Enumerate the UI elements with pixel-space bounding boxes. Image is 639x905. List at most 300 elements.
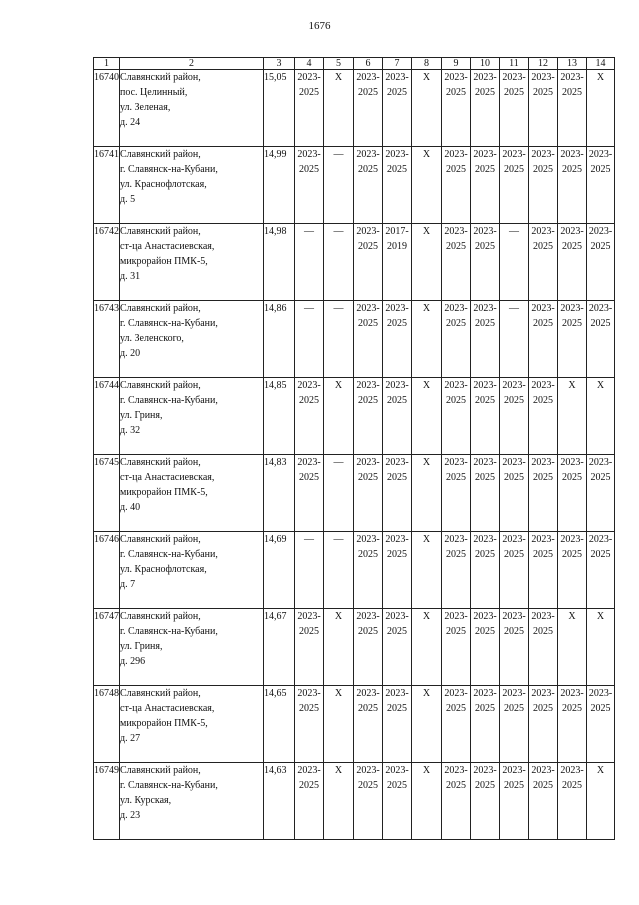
period-value: X <box>334 765 343 776</box>
period-value: 2025 <box>299 472 319 483</box>
period-value: X <box>422 380 431 391</box>
address-line: ул. Краснофлотская, <box>120 564 207 575</box>
period-value: 2025 <box>475 703 495 714</box>
period-cell-col-10 <box>471 609 500 686</box>
period-value: 2025 <box>387 164 407 175</box>
period-cell-col-6 <box>354 70 383 147</box>
period-value: 2023- <box>502 611 526 622</box>
column-header-3: 3 <box>264 58 295 70</box>
period-cell-col-9 <box>442 763 471 840</box>
period-cell-col-12 <box>529 455 558 532</box>
period-value: 2023- <box>385 688 409 699</box>
period-value: 2023- <box>531 534 555 545</box>
period-cell-col-10 <box>471 763 500 840</box>
address-cell <box>120 609 264 686</box>
address-cell <box>120 532 264 609</box>
address-line: Славянский район, <box>120 226 201 237</box>
period-cell-col-13 <box>558 455 587 532</box>
address-line: г. Славянск-на-Кубани, <box>120 318 218 329</box>
period-value: 2023- <box>473 457 497 468</box>
period-cell-col-13 <box>558 301 587 378</box>
period-value: X <box>422 457 431 468</box>
period-value: 2023- <box>588 226 613 237</box>
period-cell-col-9 <box>442 455 471 532</box>
column-header-2: 2 <box>120 58 264 70</box>
period-value: — <box>333 149 344 160</box>
address-line: д. 31 <box>120 271 141 282</box>
address-line: ст-ца Анастасиевская, <box>120 472 215 483</box>
table-row <box>94 455 615 532</box>
period-value: 2025 <box>533 164 553 175</box>
period-cell-col-13 <box>558 609 587 686</box>
period-value: 2023- <box>297 457 321 468</box>
column-header-1: 1 <box>94 58 120 70</box>
period-cell-col-11 <box>500 301 529 378</box>
period-value: X <box>422 534 431 545</box>
period-cell-col-10 <box>471 378 500 455</box>
period-cell-col-7 <box>383 609 412 686</box>
period-value: 2023- <box>297 72 321 83</box>
address-line: ул. Краснофлотская, <box>120 179 207 190</box>
period-cell-col-14 <box>587 532 615 609</box>
column-header-9: 9 <box>442 58 471 70</box>
period-value: 2023- <box>444 149 468 160</box>
period-value: 2023- <box>356 226 380 237</box>
period-value: X <box>334 688 343 699</box>
period-value: 2025 <box>358 241 378 252</box>
table-row <box>94 763 615 840</box>
period-value: 2023- <box>588 303 613 314</box>
period-value: 2025 <box>387 626 407 637</box>
period-value: 2025 <box>387 472 407 483</box>
period-cell-col-11 <box>500 455 529 532</box>
period-cell-col-10 <box>471 301 500 378</box>
period-cell-col-5 <box>324 70 354 147</box>
period-value: 2023- <box>588 534 613 545</box>
period-cell-col-8 <box>412 532 442 609</box>
period-cell-col-10 <box>471 532 500 609</box>
period-cell-col-5 <box>324 686 354 763</box>
period-value: 2025 <box>533 87 553 98</box>
row-number: 16741 <box>94 147 120 224</box>
column-header-6: 6 <box>354 58 383 70</box>
period-value: 2025 <box>475 395 495 406</box>
period-cell-col-10 <box>471 224 500 301</box>
period-value: 2025 <box>446 780 466 791</box>
address-line: д. 23 <box>120 810 141 821</box>
period-cell-col-13 <box>558 70 587 147</box>
period-value: X <box>596 380 605 391</box>
period-value: 2023- <box>588 457 613 468</box>
period-value: X <box>422 72 431 83</box>
period-value: 2025 <box>533 549 553 560</box>
table-row <box>94 686 615 763</box>
address-line: ст-ца Анастасиевская, <box>120 241 215 252</box>
period-value: 2023- <box>297 765 321 776</box>
period-value: 2025 <box>562 472 582 483</box>
row-number: 16743 <box>94 301 120 378</box>
period-cell-col-4 <box>295 532 324 609</box>
period-cell-col-12 <box>529 378 558 455</box>
period-cell-col-5 <box>324 378 354 455</box>
period-cell-col-9 <box>442 532 471 609</box>
period-cell-col-9 <box>442 378 471 455</box>
address-line: ул. Курская, <box>120 795 172 806</box>
period-value: 2023- <box>444 457 468 468</box>
period-cell-col-11 <box>500 378 529 455</box>
period-value: 2025 <box>590 472 611 483</box>
address-line: микрорайон ПМК-5, <box>120 487 208 498</box>
period-value: 2025 <box>358 318 378 329</box>
address-line: Славянский район, <box>120 72 201 83</box>
period-value: 2025 <box>504 87 524 98</box>
row-number: 16748 <box>94 686 120 763</box>
address-line: ул. Зеленая, <box>120 102 171 113</box>
address-line: д. 20 <box>120 348 141 359</box>
period-value: 2023- <box>560 688 584 699</box>
period-value: — <box>333 534 344 545</box>
period-value: 2025 <box>358 472 378 483</box>
column-header-4: 4 <box>295 58 324 70</box>
period-cell-col-14 <box>587 609 615 686</box>
period-cell-col-4 <box>295 763 324 840</box>
period-cell-col-14 <box>587 224 615 301</box>
table-row <box>94 532 615 609</box>
period-value: 2025 <box>299 87 319 98</box>
table-row <box>94 224 615 301</box>
address-cell <box>120 378 264 455</box>
period-cell-col-7 <box>383 455 412 532</box>
period-value: X <box>422 611 431 622</box>
period-value: 2023- <box>531 611 555 622</box>
row-number: 16742 <box>94 224 120 301</box>
period-value: 2025 <box>533 395 553 406</box>
period-value: 2025 <box>504 395 524 406</box>
period-cell-col-11 <box>500 224 529 301</box>
period-value: 2025 <box>504 780 524 791</box>
period-cell-col-14 <box>587 301 615 378</box>
period-cell-col-4 <box>295 224 324 301</box>
period-value: 2025 <box>446 241 466 252</box>
period-value: 2025 <box>475 87 495 98</box>
period-value: 2023- <box>385 149 409 160</box>
period-cell-col-8 <box>412 455 442 532</box>
period-value: X <box>568 611 576 622</box>
period-value: 2025 <box>299 626 319 637</box>
period-value: 2025 <box>562 318 582 329</box>
address-line: ул. Зеленского, <box>120 333 184 344</box>
period-value: 2023- <box>502 534 526 545</box>
period-value: 2019 <box>387 241 407 252</box>
address-line: ул. Гриня, <box>120 410 163 421</box>
period-value: 2023- <box>560 765 584 776</box>
period-value: X <box>596 72 605 83</box>
address-line: д. 7 <box>120 579 136 590</box>
period-value: 2025 <box>475 626 495 637</box>
period-value: X <box>568 380 576 391</box>
housing-register-table <box>93 57 615 840</box>
address-cell <box>120 224 264 301</box>
address-cell <box>120 455 264 532</box>
period-value: 2025 <box>590 164 611 175</box>
column-header-5: 5 <box>324 58 354 70</box>
period-cell-col-6 <box>354 609 383 686</box>
period-value: 2023- <box>588 149 613 160</box>
period-cell-col-12 <box>529 224 558 301</box>
period-cell-col-12 <box>529 301 558 378</box>
period-cell-col-5 <box>324 301 354 378</box>
address-line: Славянский район, <box>120 611 201 622</box>
period-value: 2025 <box>504 549 524 560</box>
period-value: 2025 <box>533 472 553 483</box>
period-value: — <box>304 226 314 237</box>
period-value: 2025 <box>387 549 407 560</box>
area-value: 14,65 <box>264 686 295 763</box>
period-value: 2023- <box>531 765 555 776</box>
period-value: 2025 <box>446 164 466 175</box>
period-value: 2023- <box>473 303 497 314</box>
address-line: д. 5 <box>120 194 136 205</box>
period-value: — <box>333 303 344 314</box>
period-value: 2023- <box>297 380 321 391</box>
period-value: 2023- <box>356 303 380 314</box>
period-value: 2023- <box>560 226 584 237</box>
period-value: X <box>334 611 343 622</box>
period-value: 2023- <box>356 380 380 391</box>
period-value: 2025 <box>446 472 466 483</box>
period-value: 2025 <box>475 164 495 175</box>
period-cell-col-5 <box>324 224 354 301</box>
period-value: 2025 <box>446 395 466 406</box>
period-cell-col-8 <box>412 378 442 455</box>
period-cell-col-8 <box>412 763 442 840</box>
address-line: д. 24 <box>120 117 141 128</box>
period-value: — <box>509 303 519 314</box>
period-value: 2025 <box>562 241 582 252</box>
period-cell-col-12 <box>529 532 558 609</box>
address-line: г. Славянск-на-Кубани, <box>120 549 218 560</box>
period-cell-col-14 <box>587 455 615 532</box>
table-row <box>94 609 615 686</box>
period-value: 2023- <box>356 534 380 545</box>
period-value: 2025 <box>446 626 466 637</box>
period-value: 2017- <box>385 226 409 237</box>
period-value: 2025 <box>299 395 319 406</box>
period-value: X <box>596 611 605 622</box>
period-value: X <box>596 765 605 776</box>
period-cell-col-6 <box>354 224 383 301</box>
period-value: 2023- <box>560 72 584 83</box>
period-value: 2023- <box>473 534 497 545</box>
period-cell-col-4 <box>295 378 324 455</box>
period-value: 2025 <box>504 164 524 175</box>
address-line: д. 40 <box>120 502 141 513</box>
period-value: 2023- <box>502 72 526 83</box>
period-cell-col-7 <box>383 301 412 378</box>
period-value: 2023- <box>444 72 468 83</box>
period-value: 2023- <box>385 380 409 391</box>
column-header-12: 12 <box>529 58 558 70</box>
period-value: 2025 <box>387 703 407 714</box>
period-cell-col-14 <box>587 378 615 455</box>
period-value: 2023- <box>531 72 555 83</box>
address-line: Славянский район, <box>120 149 201 160</box>
period-cell-col-5 <box>324 763 354 840</box>
row-number: 16740 <box>94 70 120 147</box>
period-cell-col-8 <box>412 301 442 378</box>
period-cell-col-11 <box>500 147 529 224</box>
period-cell-col-6 <box>354 301 383 378</box>
period-cell-col-4 <box>295 609 324 686</box>
period-cell-col-9 <box>442 147 471 224</box>
period-cell-col-7 <box>383 686 412 763</box>
period-cell-col-9 <box>442 609 471 686</box>
period-cell-col-13 <box>558 532 587 609</box>
period-value: 2023- <box>385 534 409 545</box>
address-line: ул. Гриня, <box>120 641 163 652</box>
column-header-10: 10 <box>471 58 500 70</box>
period-value: 2025 <box>533 241 553 252</box>
period-value: 2023- <box>444 303 468 314</box>
period-value: 2023- <box>502 765 526 776</box>
period-value: X <box>334 72 343 83</box>
period-value: 2023- <box>297 611 321 622</box>
period-cell-col-11 <box>500 763 529 840</box>
period-cell-col-14 <box>587 763 615 840</box>
period-value: X <box>422 688 431 699</box>
area-value: 14,98 <box>264 224 295 301</box>
period-cell-col-8 <box>412 224 442 301</box>
area-value: 14,83 <box>264 455 295 532</box>
period-cell-col-8 <box>412 686 442 763</box>
period-value: 2025 <box>358 549 378 560</box>
period-cell-col-12 <box>529 686 558 763</box>
period-cell-col-6 <box>354 378 383 455</box>
period-cell-col-8 <box>412 147 442 224</box>
period-cell-col-5 <box>324 147 354 224</box>
period-value: 2023- <box>444 688 468 699</box>
period-value: X <box>422 303 431 314</box>
period-cell-col-11 <box>500 686 529 763</box>
period-value: 2025 <box>358 164 378 175</box>
row-number: 16747 <box>94 609 120 686</box>
period-value: 2025 <box>504 472 524 483</box>
period-value: 2023- <box>473 72 497 83</box>
period-value: 2023- <box>356 72 380 83</box>
period-cell-col-12 <box>529 763 558 840</box>
period-value: 2023- <box>502 457 526 468</box>
period-value: 2023- <box>531 688 555 699</box>
period-value: 2023- <box>356 149 380 160</box>
period-value: 2025 <box>358 780 378 791</box>
period-cell-col-4 <box>295 70 324 147</box>
period-cell-col-4 <box>295 147 324 224</box>
period-cell-col-7 <box>383 763 412 840</box>
period-value: 2025 <box>387 87 407 98</box>
period-value: — <box>304 303 314 314</box>
period-value: 2025 <box>446 703 466 714</box>
area-value: 14,63 <box>264 763 295 840</box>
period-value: 2025 <box>562 780 582 791</box>
period-cell-col-7 <box>383 147 412 224</box>
period-value: 2023- <box>560 534 584 545</box>
row-number: 16749 <box>94 763 120 840</box>
period-value: 2025 <box>299 164 319 175</box>
period-value: 2025 <box>562 164 582 175</box>
period-value: 2023- <box>297 688 321 699</box>
period-value: 2025 <box>590 318 611 329</box>
address-line: д. 296 <box>120 656 146 667</box>
address-line: Славянский район, <box>120 534 201 545</box>
period-value: 2025 <box>533 626 553 637</box>
period-cell-col-7 <box>383 378 412 455</box>
period-value: X <box>422 149 431 160</box>
address-line: Славянский район, <box>120 765 201 776</box>
period-value: 2025 <box>475 241 495 252</box>
period-cell-col-12 <box>529 70 558 147</box>
period-value: 2023- <box>385 303 409 314</box>
period-value: 2023- <box>356 765 380 776</box>
address-cell <box>120 763 264 840</box>
row-number: 16744 <box>94 378 120 455</box>
column-header-14: 14 <box>587 58 615 70</box>
page-number: 1676 <box>308 20 331 32</box>
period-value: 2023- <box>560 303 584 314</box>
column-header-7: 7 <box>383 58 412 70</box>
address-line: Славянский район, <box>120 303 201 314</box>
period-value: 2023- <box>356 688 380 699</box>
period-cell-col-11 <box>500 532 529 609</box>
period-value: 2023- <box>531 149 555 160</box>
period-cell-col-6 <box>354 763 383 840</box>
period-cell-col-14 <box>587 70 615 147</box>
address-line: г. Славянск-на-Кубани, <box>120 780 218 791</box>
period-value: 2025 <box>446 549 466 560</box>
period-value: 2023- <box>444 765 468 776</box>
period-cell-col-7 <box>383 70 412 147</box>
period-value: 2023- <box>385 611 409 622</box>
period-value: 2023- <box>531 226 555 237</box>
address-cell <box>120 147 264 224</box>
period-cell-col-8 <box>412 70 442 147</box>
period-cell-col-8 <box>412 609 442 686</box>
period-cell-col-6 <box>354 455 383 532</box>
address-line: д. 32 <box>120 425 141 436</box>
period-value: — <box>509 226 519 237</box>
period-cell-col-9 <box>442 301 471 378</box>
address-line: пос. Целинный, <box>120 87 188 98</box>
period-value: 2025 <box>358 626 378 637</box>
period-cell-col-4 <box>295 301 324 378</box>
address-line: г. Славянск-на-Кубани, <box>120 164 218 175</box>
table-row <box>94 378 615 455</box>
period-value: 2023- <box>385 457 409 468</box>
period-value: 2023- <box>502 688 526 699</box>
column-header-8: 8 <box>412 58 442 70</box>
address-line: Славянский район, <box>120 380 201 391</box>
period-value: 2023- <box>531 303 555 314</box>
period-value: 2025 <box>475 780 495 791</box>
period-value: 2025 <box>358 703 378 714</box>
period-cell-col-5 <box>324 455 354 532</box>
period-value: 2025 <box>387 780 407 791</box>
period-value: 2023- <box>473 149 497 160</box>
period-cell-col-4 <box>295 455 324 532</box>
period-value: 2025 <box>533 780 553 791</box>
period-cell-col-12 <box>529 147 558 224</box>
period-cell-col-6 <box>354 686 383 763</box>
period-value: 2025 <box>475 472 495 483</box>
